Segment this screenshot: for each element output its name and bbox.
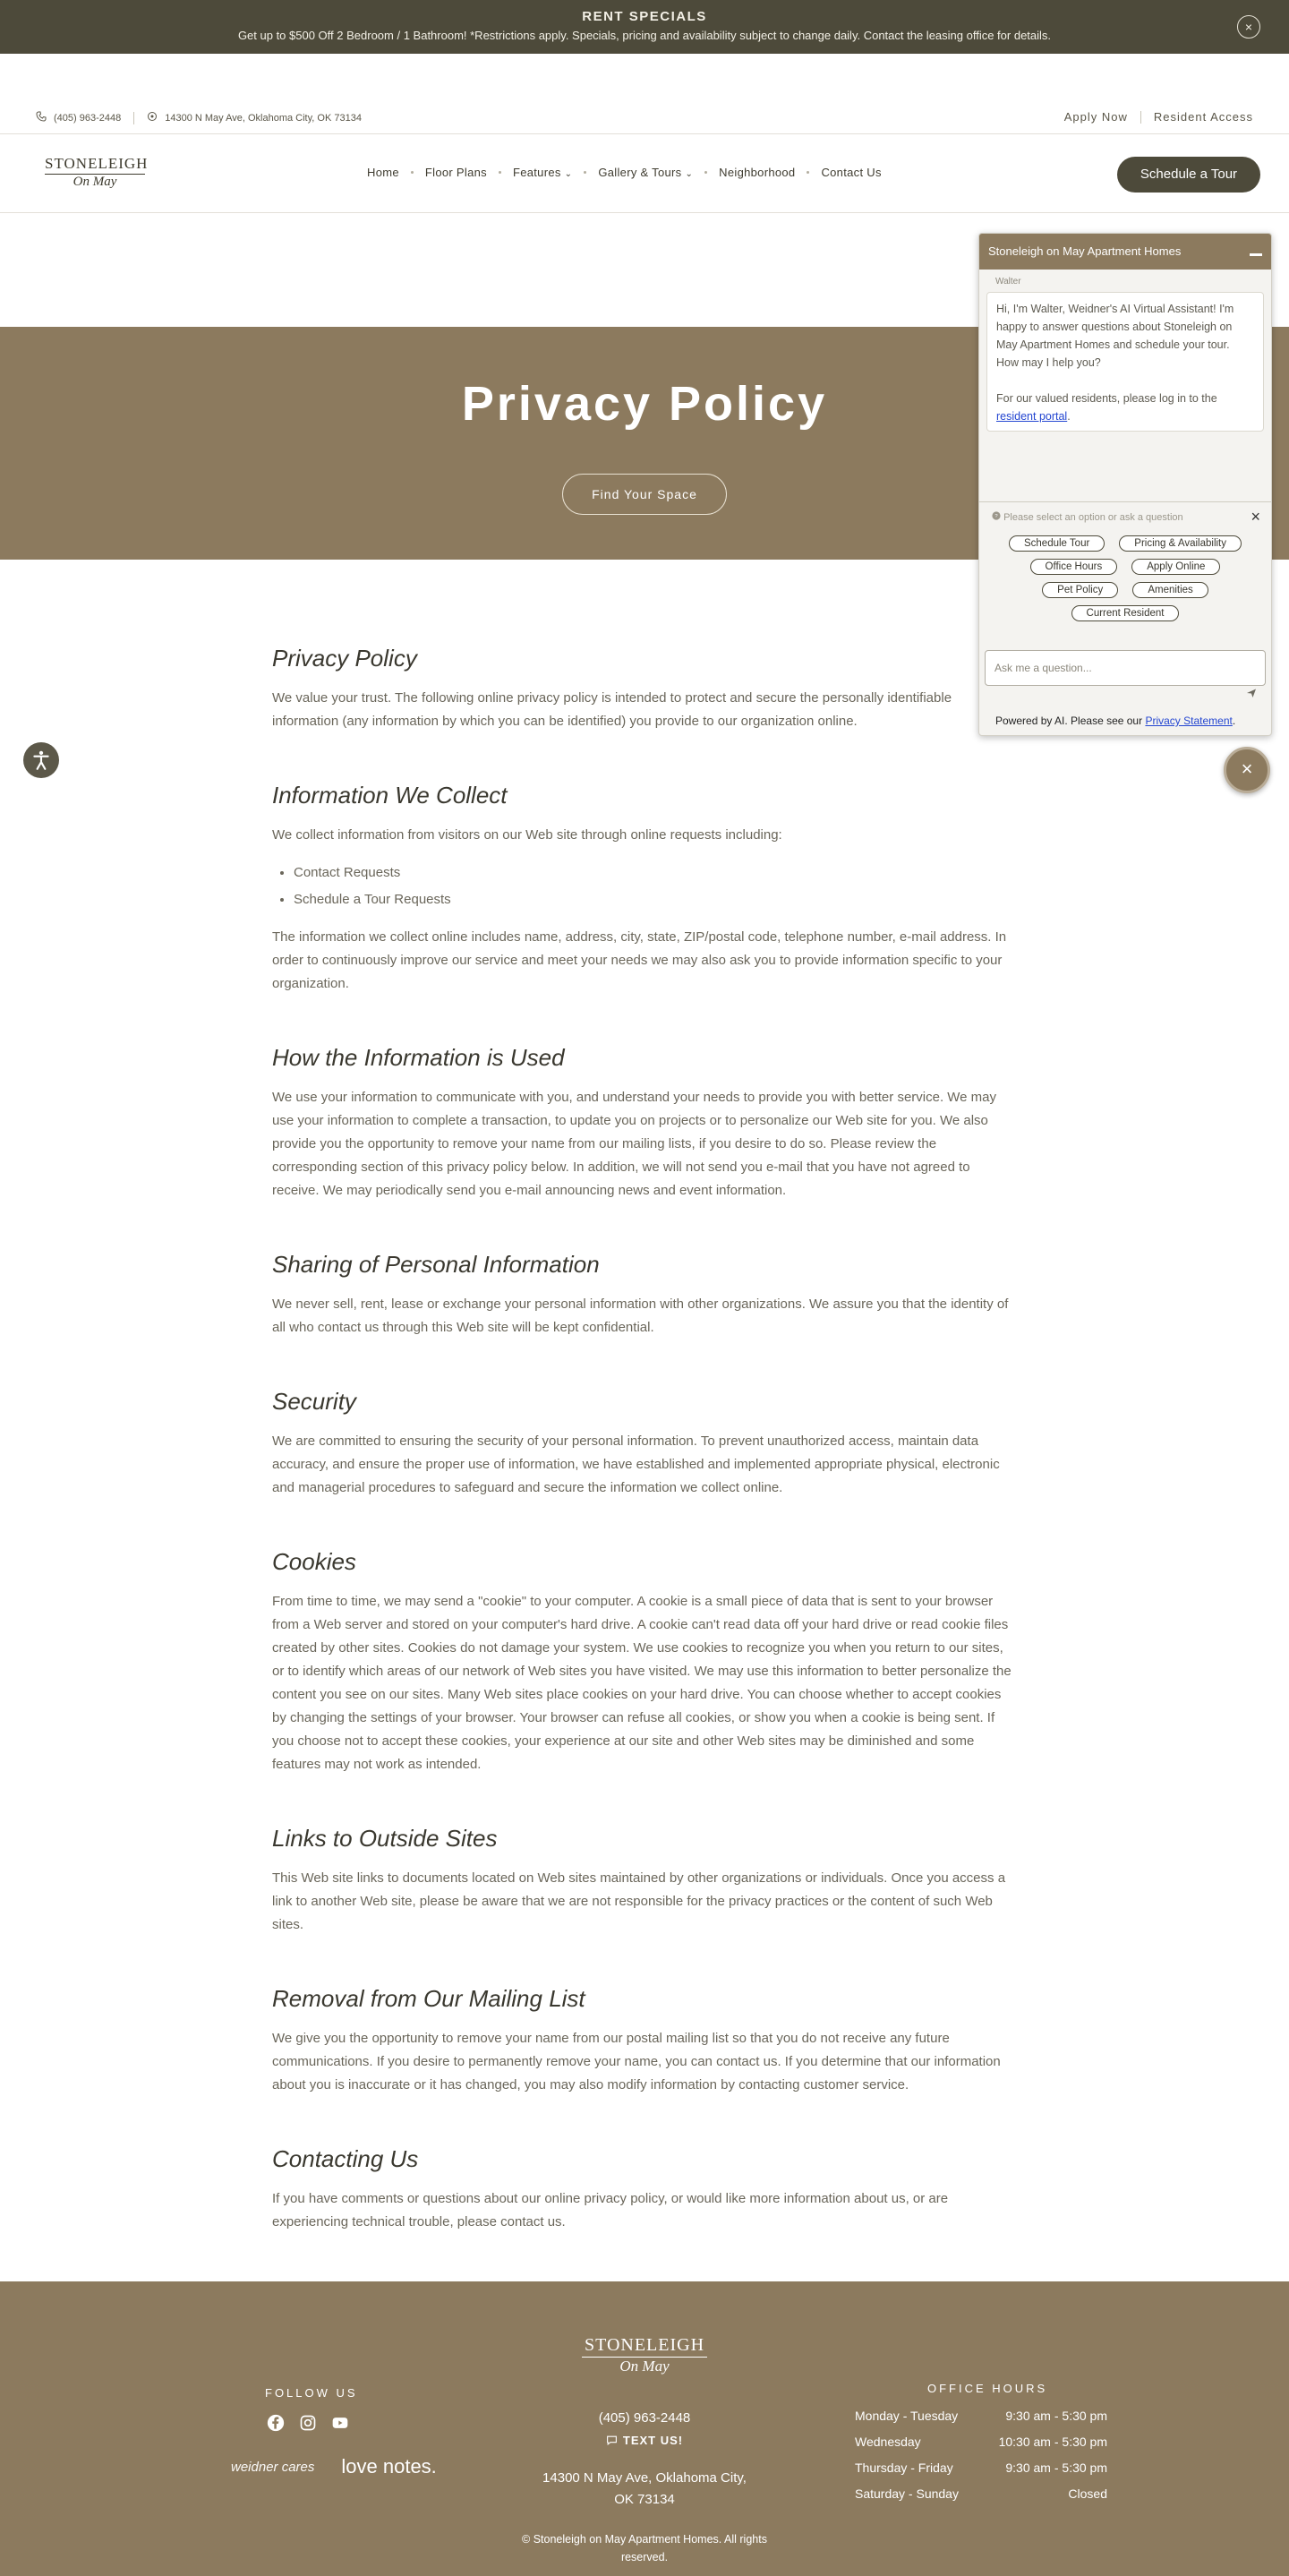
section-body: We value your trust. The following online privacy policy is intended to protect and secure the personally identifiable information (any information by which you can be identified) you provide to our organization online.	[272, 690, 952, 729]
svg-text:?: ?	[994, 514, 998, 520]
chat-message-text: Hi, I'm Walter, Weidner's AI Virtual Assistant! I'm happy to answer questions about Stoneleigh on May Apartment Homes and schedule your tour. How may I help you?	[996, 303, 1234, 369]
hours-day: Wednesday	[855, 2435, 921, 2449]
section-body: We are committed to ensuring the security of your personal information. To prevent unauthorized access, maintain data accuracy, and ensure the proper use of information, we have established and implemented appropriate physical, electronic and managerial procedures to safeguard and secure the information we collect online.	[272, 1433, 1000, 1495]
chat-options	[979, 532, 1271, 625]
section-heading: How the Information is Used	[272, 1044, 565, 1071]
site-footer	[0, 2281, 1289, 2576]
chat-footer-text: Powered by AI. Please see our	[995, 715, 1143, 727]
logo-line2: On May	[73, 175, 117, 189]
topbar-phone-link[interactable]: (405) 963-2448	[54, 112, 122, 124]
follow-us-heading: FOLLOW US	[265, 2386, 358, 2400]
chip-schedule-tour[interactable]: Schedule Tour	[1009, 535, 1105, 552]
topbar-address-link[interactable]: 14300 N May Ave, Oklahoma City, OK 73134	[165, 112, 362, 124]
promo-title: RENT SPECIALS	[582, 9, 707, 24]
collect-list	[294, 860, 1017, 913]
hours-day: Saturday - Sunday	[855, 2486, 959, 2501]
minimize-icon[interactable]	[1250, 253, 1262, 256]
chip-pricing[interactable]: Pricing & Availability	[1119, 535, 1242, 552]
section-body: We give you the opportunity to remove your name from our postal mailing list so that you do not receive any future communications. If you desire to permanently remove your name, you can contact us. If you determine that our information about you is inaccurate or it has changed, you may also modify information by contacting customer service.	[272, 2031, 1001, 2092]
message-icon	[606, 2434, 623, 2447]
hours-day: Monday - Tuesday	[855, 2409, 959, 2423]
send-icon[interactable]	[1246, 688, 1257, 701]
office-hours-table	[855, 2409, 1107, 2512]
chat-prompt-text: Please select an option or ask a question	[1003, 512, 1183, 523]
section-heading: Security	[272, 1388, 356, 1415]
chevron-down-icon: ⌄	[564, 169, 573, 179]
privacy-statement-link[interactable]: Privacy Statement	[1145, 715, 1233, 727]
section-body: We never sell, rent, lease or exchange your personal information with other organizations. We assure you that the identity of all who contact us through this Web site will be kept confidential.	[272, 1297, 1009, 1335]
chat-widget	[978, 233, 1272, 736]
site-logo[interactable]	[45, 155, 149, 190]
address-line2: OK 73134	[614, 2492, 675, 2507]
hours-row	[855, 2409, 1107, 2435]
footer-phone[interactable]: (405) 963-2448	[598, 2410, 691, 2426]
chat-close-icon[interactable]: ×	[1224, 747, 1270, 793]
hours-row	[855, 2460, 1107, 2486]
chat-footer-end: .	[1232, 715, 1236, 727]
promo-close-button[interactable]: ×	[1237, 15, 1260, 39]
section-heading: Sharing of Personal Information	[272, 1251, 600, 1278]
apply-now-link[interactable]: Apply Now	[1063, 110, 1128, 124]
copyright-line2: reserved.	[620, 2551, 669, 2563]
find-your-space-button[interactable]: Find Your Space	[562, 474, 727, 515]
nav-features[interactable]	[513, 166, 572, 179]
nav-gallery-label: Gallery & Tours	[598, 166, 682, 179]
logo-line1: STONELEIGH	[45, 155, 145, 175]
chat-prompt	[979, 502, 1271, 532]
office-hours-heading: OFFICE HOURS	[927, 2382, 1048, 2395]
section-body: From time to time, we may send a "cookie" to your computer. A cookie is a small piece of data that is sent to your browser from a Web server and stored on your computer's hard drive. A cookie can't read data off your hard drive or read cookie files created by other sites. Cookies do not damage your system. We use cookies to recognize you when you return to our sites, or to identify which areas of our network of Web sites you have visited. We may use this information to better personalize the content you see on our sites. Many Web sites place cookies on your hard drive. You can choose whether to accept cookies by changing the settings of your browser. Your browser can refuse all cookies, or show you when a cookie is being sent. If you choose not to accept these cookies, your experience at our site and other Web sites may be diminished and some features may not work as intended.	[272, 1594, 1012, 1772]
chevron-down-icon: ⌄	[685, 169, 694, 179]
rent-specials-banner	[0, 0, 1289, 54]
footer-logo-line1: STONELEIGH	[582, 2335, 707, 2358]
hours-time: Closed	[1068, 2486, 1107, 2501]
copyright	[0, 2530, 1289, 2566]
hours-day: Thursday - Friday	[855, 2460, 953, 2475]
chat-footer	[995, 715, 1235, 727]
nav-neighborhood[interactable]: Neighborhood	[719, 166, 796, 179]
main-navigation	[0, 135, 1289, 213]
section-body: We use your information to communicate with you, and understand your needs to provide you with better service. We may use your information to complete a transaction, to update you on projects or to personalize our Web site for you. We also provide you the opportunity to remove your name from our mailing lists, if you desire to do so. Please review the corresponding section of this privacy policy below. In addition, we will not send you e-mail that you have not agreed to receive. We may periodically send you e-mail announcing news and event information.	[272, 1090, 997, 1198]
resident-access-link[interactable]: Resident Access	[1153, 110, 1253, 124]
resident-portal-link[interactable]: resident portal	[996, 410, 1068, 423]
chat-input[interactable]: Ask me a question...	[985, 650, 1266, 686]
utility-bar	[0, 54, 1289, 134]
chip-office-hours[interactable]: Office Hours	[1030, 559, 1118, 575]
chip-amenities[interactable]: Amenities	[1132, 582, 1208, 598]
weidner-cares-logo[interactable]: weidner cares	[231, 2459, 315, 2475]
chip-current-resident[interactable]: Current Resident	[1071, 605, 1180, 621]
question-icon	[992, 512, 1003, 523]
nav-home[interactable]: Home	[367, 166, 399, 179]
hours-row	[855, 2435, 1107, 2460]
address-line1: 14300 N May Ave, Oklahoma City,	[542, 2470, 747, 2486]
phone-icon	[36, 111, 47, 124]
close-icon[interactable]: ×	[1251, 508, 1260, 526]
chip-apply-online[interactable]: Apply Online	[1131, 559, 1220, 575]
location-icon	[147, 111, 158, 124]
privacy-content	[272, 645, 1017, 2282]
hours-time: 10:30 am - 5:30 pm	[998, 2435, 1107, 2449]
chat-agent-name: Walter	[995, 277, 1021, 287]
footer-logo-line2: On May	[619, 2358, 670, 2375]
promo-text: Get up to $500 Off 2 Bedroom / 1 Bathroom! *Restrictions apply. Specials, pricing and availability subject to change daily. Contact the leasing office for details.	[237, 29, 1052, 42]
copyright-line1: © Stoneleigh on May Apartment Homes. All rights	[522, 2533, 767, 2546]
list-item: • Contact Requests	[294, 860, 1017, 886]
footer-logo[interactable]	[582, 2335, 707, 2375]
nav-floor-plans[interactable]: Floor Plans	[424, 166, 487, 179]
nav-gallery-tours[interactable]	[598, 166, 693, 179]
chat-message-text: For our valued residents, please log in to the	[996, 392, 1217, 405]
chat-period: .	[1067, 410, 1071, 423]
section-heading: Information We Collect	[272, 782, 508, 809]
nav-contact-us[interactable]: Contact Us	[821, 166, 882, 179]
text-us-label: TEXT US!	[622, 2434, 684, 2447]
section-heading: Cookies	[272, 1548, 356, 1575]
section-body: The information we collect online includes name, address, city, state, ZIP/postal code, telephone number, e-mail address. In order to continuously improve our service and meet your needs we may also ask you to provide information specific to your organization.	[272, 929, 1007, 991]
chat-message	[986, 292, 1264, 432]
section-heading: Removal from Our Mailing List	[272, 1985, 585, 2012]
list-item: • Schedule a Tour Requests	[294, 886, 1017, 913]
love-notes-logo[interactable]: love notes.	[341, 2455, 437, 2478]
chip-pet-policy[interactable]: Pet Policy	[1042, 582, 1118, 598]
hours-row	[855, 2486, 1107, 2512]
hours-time: 9:30 am - 5:30 pm	[1005, 2409, 1107, 2423]
hours-time: 9:30 am - 5:30 pm	[1005, 2460, 1107, 2475]
section-heading: Links to Outside Sites	[272, 1825, 498, 1852]
schedule-tour-button[interactable]: Schedule a Tour	[1117, 157, 1260, 193]
chat-title: Stoneleigh on May Apartment Homes	[988, 244, 1182, 258]
section-intro: We collect information from visitors on our Web site through online requests including:	[272, 827, 782, 843]
chat-header	[979, 234, 1271, 270]
section-heading: Privacy Policy	[272, 645, 417, 672]
section-body: This Web site links to documents located on Web sites maintained by other organizations or individuals. Once you access a link to another Web site, please be aware that we are not responsible for the privacy practices or the content of such Web sites.	[272, 1870, 1006, 1932]
page-title: Privacy Policy	[461, 377, 828, 431]
nav-features-label: Features	[512, 166, 561, 179]
section-body: If you have comments or questions about our online privacy policy, or would like more information about us, or are experiencing technical trouble, please contact us.	[272, 2191, 949, 2229]
section-heading: Contacting Us	[272, 2145, 419, 2172]
accessibility-icon[interactable]	[23, 742, 59, 778]
